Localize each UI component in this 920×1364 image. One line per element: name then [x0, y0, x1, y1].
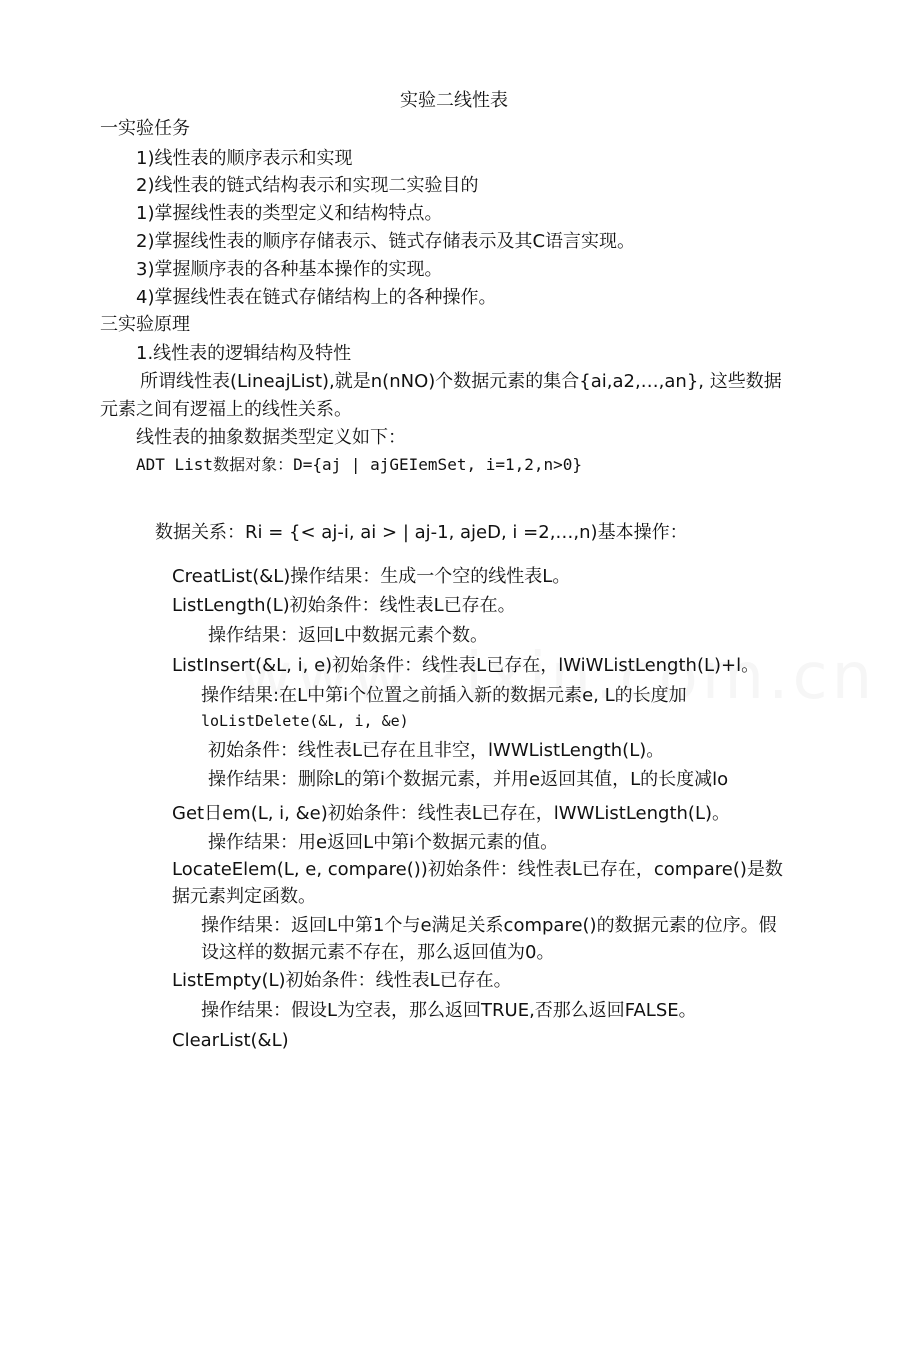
goal-item-4: 4)掌握线性表在链式存储结构上的各种操作。: [136, 287, 497, 308]
op-clearlist: ClearList(&L): [172, 1030, 289, 1051]
section-heading-tasks: 一实验任务: [100, 118, 190, 139]
goal-item-1: 1)掌握线性表的类型定义和结构特点。: [136, 203, 443, 224]
paragraph-adt-intro: 线性表的抽象数据类型定义如下：: [136, 427, 406, 448]
op-listempty-result: 操作结果：假设L为空表，那么返回TRUE,否那么返回FALSE。: [201, 1000, 697, 1021]
op-listdelete-result: 操作结果：删除L的第i个数据元素，并用e返回其值，L的长度减lo: [208, 769, 729, 790]
op-locateelem-cont: 据元素判定函数。: [172, 886, 316, 907]
op-locateelem-result-cont: 设这样的数据元素不存在，那么返回值为0。: [201, 942, 555, 963]
adt-definition: ADT List数据对象：D={aj | ajGEIemSet, i=1,2,n>0}: [136, 455, 583, 474]
task-item-1: 1)线性表的顺序表示和实现: [136, 148, 353, 169]
paragraph-definition-line1: 所谓线性表(LineajList),就是n(nNO)个数据元素的集合{ai,a2,…,an}, 这些数据: [140, 371, 782, 392]
op-locateelem: LocateElem(L, e, compare())初始条件：线性表L已存在，compare()是数: [172, 859, 783, 880]
op-listinsert: ListInsert(&L, i, e)初始条件：线性表L已存在，lWiWListLength(L)+l。: [172, 655, 760, 676]
op-listinsert-result: 操作结果:在L中第i个位置之前插入新的数据元素e, L的长度加: [201, 685, 687, 706]
paragraph-definition-line2: 元素之间有逻福上的线性关系。: [100, 399, 352, 420]
goal-item-2: 2)掌握线性表的顺序存储表示、链式存储表示及其C语言实现。: [136, 231, 636, 252]
op-listlength: ListLength(L)初始条件：线性表L已存在。: [172, 595, 516, 616]
op-listdelete: loListDelete(&L, i, &e): [201, 712, 409, 730]
op-creatlist: CreatList(&L)操作结果：生成一个空的线性表L。: [172, 566, 571, 587]
op-listlength-result: 操作结果：返回L中数据元素个数。: [208, 625, 489, 646]
goal-item-3: 3)掌握顺序表的各种基本操作的实现。: [136, 259, 443, 280]
page-title: 实验二线性表: [400, 90, 508, 111]
op-getelem: Get日em(L, i, &e)初始条件：线性表L已存在，lWWListLength(L)。: [172, 803, 731, 824]
op-listempty: ListEmpty(L)初始条件：线性表L已存在。: [172, 970, 512, 991]
section-heading-principles: 三实验原理: [100, 314, 190, 335]
task-item-2: 2)线性表的链式结构表示和实现二实验目的: [136, 175, 479, 196]
data-relation: 数据关系：Ri = {< aj-i, ai > | aj-1, ajeD, i =2,…,n)基本操作：: [155, 522, 688, 543]
op-locateelem-result: 操作结果：返回L中第1个与e满足关系compare()的数据元素的位序。假: [201, 915, 777, 936]
op-getelem-result: 操作结果：用e返回L中第i个数据元素的值。: [208, 832, 559, 853]
subheading-logic-structure: 1.线性表的逻辑结构及特性: [136, 343, 352, 364]
op-listdelete-condition: 初始条件：线性表L已存在且非空，lWWListLength(L)。: [208, 740, 665, 761]
